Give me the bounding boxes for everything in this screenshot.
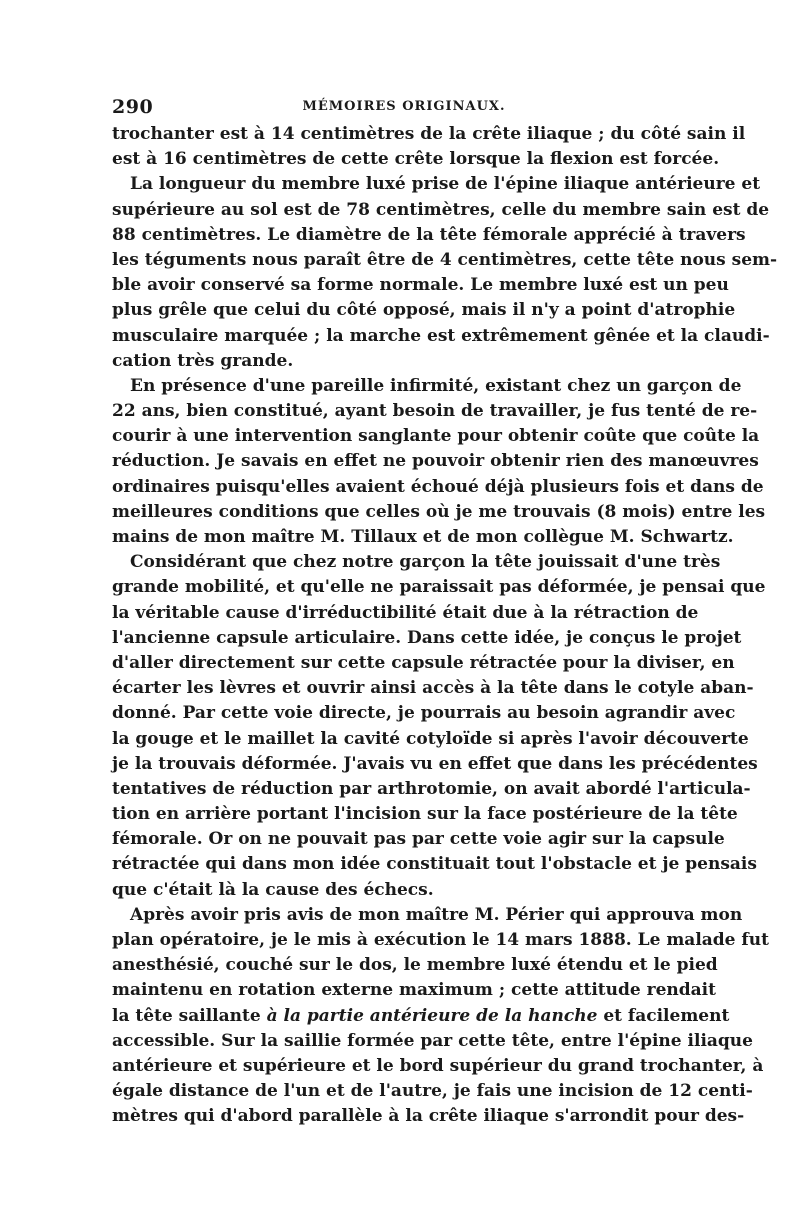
text-line: réduction. Je savais en effet ne pouvoir obtenir rien des manœuvres <box>112 451 759 472</box>
text-line: rétractée qui dans mon idée constituait tout l'obstacle et je pensais <box>112 854 757 875</box>
text-line: maintenu en rotation externe maximum ; cette attitude rendait <box>112 980 716 1001</box>
text-line: mains de mon maître M. Tillaux et de mon collègue M. Schwartz. <box>112 527 734 547</box>
text-line: grande mobilité, et qu'elle ne paraissait pas déformée, je pensai que <box>112 577 766 598</box>
text-segment: et facilement <box>597 1005 730 1026</box>
text-line: la gouge et le maillet la cavité cotyloïde si après l'avoir découverte <box>112 728 749 749</box>
text-line: 88 centimètres. Le diamètre de la tête fémorale apprécié à travers <box>112 224 746 245</box>
text-line: d'aller directement sur cette capsule rétractée pour la diviser, en <box>112 652 735 673</box>
running-title: MÉMOIRES ORIGINAUX. <box>302 99 506 114</box>
text-line: La longueur du membre luxé prise de l'épine iliaque antérieure et <box>130 174 761 195</box>
text-line: est à 16 centimètres de cette crête lorsque la flexion est forcée. <box>112 149 720 170</box>
text-line: ble avoir conservé sa forme normale. Le membre luxé est un peu <box>112 275 729 296</box>
text-line: musculaire marquée ; la marche est extrêmement gênée et la claudi- <box>112 325 770 346</box>
text-line: 22 ans, bien constitué, ayant besoin de travailler, je fus tenté de re- <box>112 401 758 422</box>
text-line: cation très grande. <box>112 350 294 371</box>
text-segment: la tête saillante <box>112 1005 267 1026</box>
text-line: je la trouvais déformée. J'avais vu en effet que dans les précédentes <box>112 753 758 774</box>
text-line: courir à une intervention sanglante pour obtenir coûte que coûte la <box>112 426 760 447</box>
text-line: fémorale. Or on ne pouvait pas par cette voie agir sur la capsule <box>112 829 725 850</box>
text-line: ordinaires puisqu'elles avaient échoué déjà plusieurs fois et dans de <box>112 476 764 497</box>
text-line: supérieure au sol est de 78 centimètres, celle du membre sain est de <box>112 199 770 220</box>
text-line: meilleures conditions que celles où je me trouvais (8 mois) entre les <box>112 501 766 522</box>
page-number: 290 <box>112 96 154 118</box>
text-line: donné. Par cette voie directe, je pourrais au besoin agrandir avec <box>112 703 736 724</box>
page-header <box>112 96 696 122</box>
text-line: antérieure et supérieure et le bord supérieur du grand trochanter, à <box>112 1055 764 1076</box>
text-line: les téguments nous paraît être de 4 centimètres, cette tête nous sem- <box>112 249 778 270</box>
text-line: la véritable cause d'irréductibilité était due à la rétraction de <box>112 602 699 623</box>
text-line: mètres qui d'abord parallèle à la crête iliaque s'arrondit pour des- <box>112 1106 745 1127</box>
text-line: Après avoir pris avis de mon maître M. Périer qui approuva mon <box>130 904 743 925</box>
text-line: Considérant que chez notre garçon la tête jouissait d'une très <box>130 552 721 573</box>
text-line: tentatives de réduction par arthrotomie, on avait abordé l'articula- <box>112 778 751 799</box>
text-line: que c'était là la cause des échecs. <box>112 879 434 900</box>
text-line: accessible. Sur la saillie formée par cette tête, entre l'épine iliaque <box>112 1030 753 1051</box>
text-line: écarter les lèvres et ouvrir ainsi accès à la tête dans le cotyle aban- <box>112 678 754 699</box>
text-line: trochanter est à 14 centimètres de la crête iliaque ; du côté sain il <box>112 124 746 144</box>
text-line <box>112 1004 730 1029</box>
body-text <box>112 122 778 1130</box>
text-line: anesthésié, couché sur le dos, le membre luxé étendu et le pied <box>112 955 718 976</box>
text-line: l'ancienne capsule articulaire. Dans cette idée, je conçus le projet <box>112 627 742 648</box>
text-line: plus grêle que celui du côté opposé, mais il n'y a point d'atrophie <box>112 300 736 321</box>
text-line: plan opératoire, je le mis à exécution le 14 mars 1888. Le malade fut <box>112 930 769 950</box>
text-line: En présence d'une pareille infirmité, existant chez un garçon de <box>130 375 742 396</box>
text-line: tion en arrière portant l'incision sur la face postérieure de la tête <box>112 804 738 825</box>
text-line: égale distance de l'un et de l'autre, je fais une incision de 12 centi- <box>112 1081 753 1102</box>
italic-phrase: à la partie antérieure de la hanche <box>266 1005 598 1026</box>
